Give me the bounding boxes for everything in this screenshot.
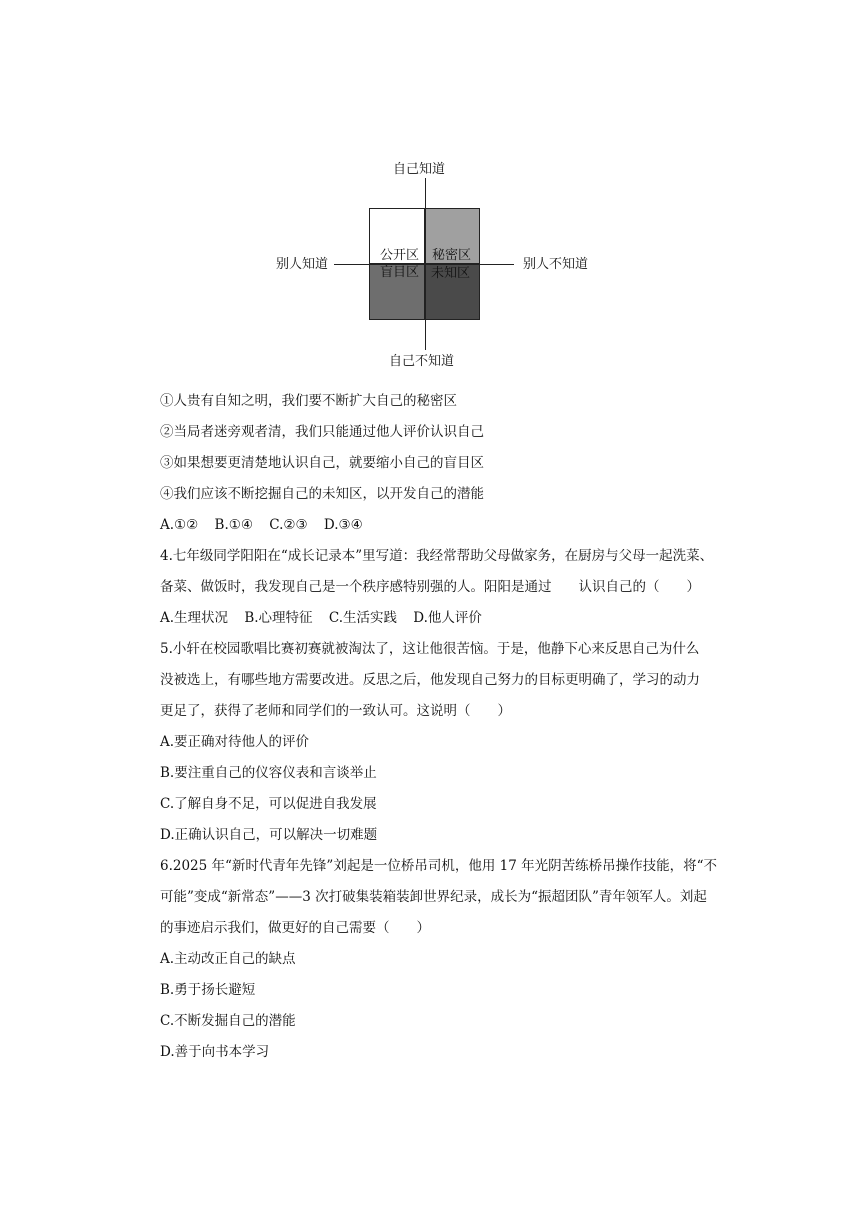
q3-option-c[interactable]: C.②③ — [269, 517, 308, 533]
q4-stem-line-1: 4.七年级同学阳阳在“成长记录本”里写道：我经常帮助父母做家务，在厨房与父母一起洗菜、 — [160, 548, 714, 564]
q4-option-a[interactable]: A.生理状况 — [160, 610, 229, 626]
q3-option-d[interactable]: D.③④ — [323, 517, 363, 533]
q6-stem-line-2: 可能”变成“新常态”——3 次打破集装箱装卸世界纪录，成长为“振超团队”青年领军人。刘起 — [160, 889, 707, 905]
q5-option-b[interactable]: B.要注重自己的仪容仪表和言谈举止 — [160, 765, 377, 781]
q6-option-c[interactable]: C.不断发掘自己的潜能 — [160, 1013, 296, 1029]
horizontal-axis — [334, 264, 514, 265]
q5-option-c[interactable]: C.了解自身不足，可以促进自我发展 — [160, 796, 377, 812]
q5-stem-line-3: 更足了，获得了老师和同学们的一致认可。这说明（ ） — [160, 703, 511, 719]
secret-area-label: 秘密区 — [432, 248, 472, 263]
question-content — [160, 386, 720, 1068]
q6-option-a[interactable]: A.主动改正自己的缺点 — [160, 951, 296, 967]
q4-option-d[interactable]: D.他人评价 — [413, 610, 482, 626]
blind-area-label: 盲目区 — [380, 265, 420, 280]
q5-option-a[interactable]: A.要正确对待他人的评价 — [160, 734, 310, 750]
q6-option-b[interactable]: B.勇于扬长避短 — [160, 982, 256, 998]
q4-option-c[interactable]: C.生活实践 — [328, 610, 397, 626]
q4-stem-line-2: 备菜、做饭时，我发现自己是一个秩序感特别强的人。阳阳是通过 认识自己的（ ） — [160, 579, 700, 595]
q4-options — [160, 603, 720, 634]
axis-top-label: 自己知道 — [393, 162, 446, 177]
q6-stem-line-1: 6.2025 年“新时代青年先锋”刘起是一位桥吊司机，他用 17 年光阴苦练桥吊操作技能，将“不 — [160, 858, 717, 874]
axis-left-label: 别人知道 — [276, 257, 329, 272]
q3-statement-2: ②当局者迷旁观者清，我们只能通过他人评价认识自己 — [160, 424, 484, 440]
q3-option-a[interactable]: A.①② — [160, 517, 199, 533]
q5-stem-line-1: 5.小轩在校园歌唱比赛初赛就被淘汰了，这让他很苦恼。于是，他静下心来反思自己为什么 — [160, 641, 700, 657]
q3-statement-3: ③如果想要更清楚地认识自己，就要缩小自己的盲目区 — [160, 455, 484, 471]
axis-bottom-label: 自己不知道 — [389, 354, 455, 369]
unknown-area-label: 未知区 — [431, 266, 471, 281]
axis-right-label: 别人不知道 — [523, 257, 589, 272]
q6-stem-line-3: 的事迹启示我们，做更好的自己需要（ ） — [160, 920, 430, 936]
q6-option-d[interactable]: D.善于向书本学习 — [160, 1044, 270, 1060]
johari-window-diagram — [0, 0, 868, 380]
q4-option-b[interactable]: B.心理特征 — [244, 610, 313, 626]
q5-stem-line-2: 没被选上，有哪些地方需要改进。反思之后，他发现自己努力的目标更明确了，学习的动力 — [160, 672, 700, 688]
open-area-label: 公开区 — [380, 248, 420, 263]
q5-option-d[interactable]: D.正确认识自己，可以解决一切难题 — [160, 827, 378, 843]
q3-statement-1: ①人贵有自知之明，我们要不断扩大自己的秘密区 — [160, 393, 457, 409]
q3-options — [160, 510, 720, 541]
q3-option-b[interactable]: B.①④ — [214, 517, 253, 533]
q3-statement-4: ④我们应该不断挖掘自己的未知区，以开发自己的潜能 — [160, 486, 484, 502]
vertical-axis — [425, 178, 426, 350]
